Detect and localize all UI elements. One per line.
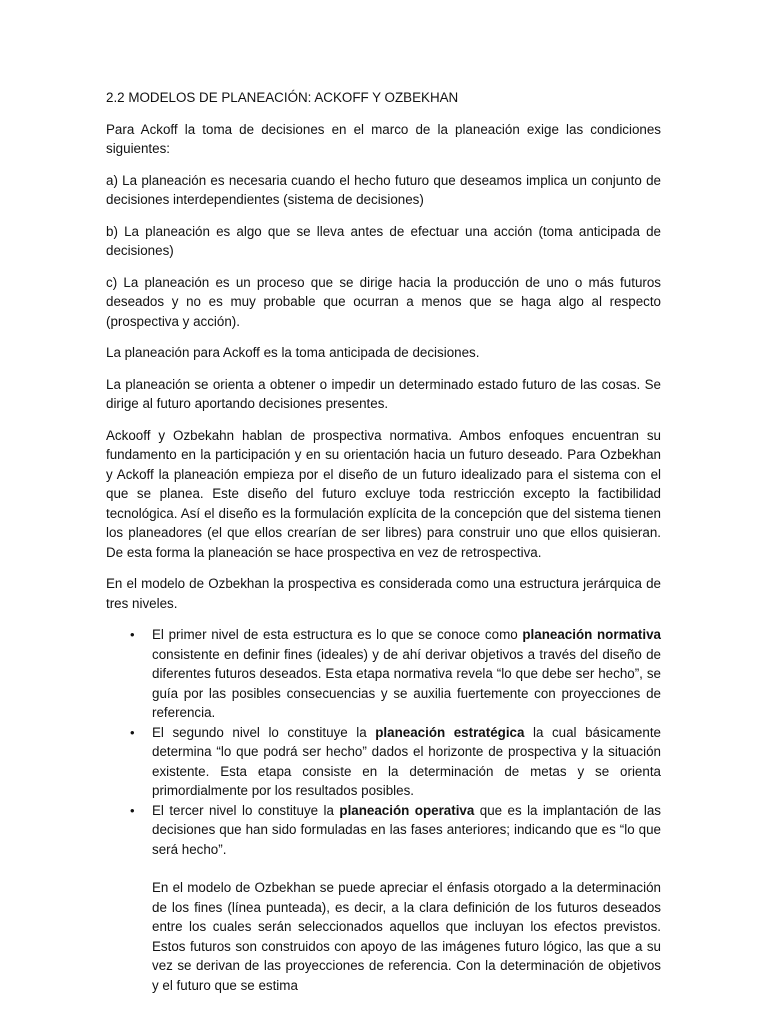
list-item-level-2 <box>106 723 661 801</box>
paragraph-prospectiva-normativa: Ackooff y Ozbekahn hablan de prospectiva normativa. Ambos enfoques encuentran su fundamento en la participación y en su orientación hacia un futuro deseado. Para Ozbekhan y Ackoff la planeación empieza por el diseño de un futuro idealizado para el sistema con el que se planea. Este diseño del futuro excluye toda restricción excepto la factibilidad tecnológica. Así el diseño es la formulación explícita de la concepción que del sistema tienen los planeadores (el que ellos crearían de ser libres) para construir uno que ellos quisieran. De esta forma la planeación se hace prospectiva en vez de retrospectiva. <box>106 427 661 560</box>
paragraph-condition-c: c) La planeación es un proceso que se dirige hacia la producción de uno o más futuros deseados y no es muy probable que ocurran a menos que se haga algo al respecto (prospectiva y acción). <box>106 274 661 329</box>
paragraph-condition-b: b) La planeación es algo que se lleva antes de efectuar una acción (toma anticipada de decisiones) <box>106 223 661 258</box>
bullet-icon: • <box>130 802 135 818</box>
level-1-text-before: El primer nivel de esta estructura es lo que se conoce como <box>152 627 523 642</box>
level-1-term: planeación normativa <box>522 627 661 642</box>
level-3-text-before: El tercer nivel lo constituye la <box>152 802 340 818</box>
level-2-term: planeación estratégica <box>375 724 525 740</box>
paragraph-orientation: La planeación se orienta a obtener o impedir un determinado estado futuro de las cosas. Se dirige al futuro aportando decisiones presentes. <box>106 376 661 411</box>
levels-list <box>106 625 661 859</box>
level-3-term: planeación operativa <box>339 802 475 818</box>
paragraph-closing: En el modelo de Ozbekhan se puede apreciar el énfasis otorgado a la determinación de los fines (línea punteada), es decir, a la clara definición de los futuros deseados entre los cuales serán seleccionados aquellos que incluyan los efectos previstos. Estos futuros son construidos con apoyo de las imágenes futuro lógico, las que a su vez se derivan de las proyecciones de referencia. Con la determinación de objetivos y el futuro que se estima <box>152 880 661 993</box>
paragraph-ackoff-definition: La planeación para Ackoff es la toma anticipada de decisiones. <box>106 345 480 360</box>
paragraph-intro: Para Ackoff la toma de decisiones en el marco de la planeación exige las condiciones siguientes: <box>106 121 661 156</box>
bullet-icon: • <box>130 627 135 642</box>
level-1-text-after: consistente en definir fines (ideales) y de ahí derivar objetivos a través del diseño de diferentes futuros deseados. Esta etapa normativa revela “lo que debe ser hecho”, se guía por las posibles consecuencias y se auxilia fuertemente con proyecciones de referencia. <box>152 646 661 720</box>
level-3-text-after: que es la implantación de las decisiones que han sido formuladas en las fases anteriores; indicando que es “lo que será hecho”. <box>152 802 661 857</box>
document-body <box>106 88 661 1007</box>
paragraph-condition-a: a) La planeación es necesaria cuando el hecho futuro que deseamos implica un conjunto de decisiones interdependientes (sistema de decisiones) <box>106 172 661 207</box>
paragraph-ozbekhan-model: En el modelo de Ozbekhan la prospectiva es considerada como una estructura jerárquica de tres niveles. <box>106 576 661 611</box>
bullet-icon: • <box>130 724 135 740</box>
level-2-text-after: la cual básicamente determina “lo que podrá ser hecho” dados el horizonte de prospectiva y la situación existente. Esta etapa consiste en la determinación de metas y se orienta primordialmente por los resultados posibles. <box>152 724 661 798</box>
level-2-text-before: El segundo nivel lo constituye la <box>152 724 376 740</box>
section-heading: 2.2 MODELOS DE PLANEACIÓN: ACKOFF Y OZBEKHAN <box>106 90 459 105</box>
list-item-level-1 <box>106 625 661 723</box>
list-item-level-3 <box>106 801 661 860</box>
